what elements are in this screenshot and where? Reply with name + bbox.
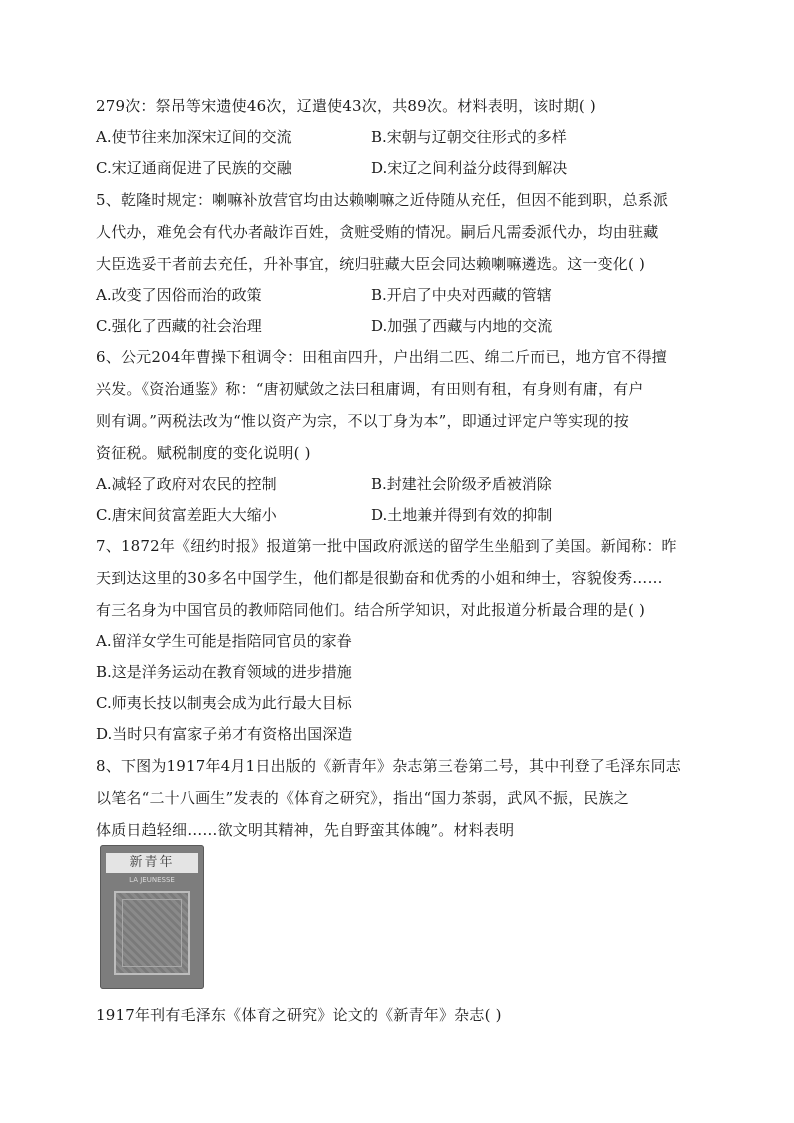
magazine-cover-inner-frame	[122, 899, 182, 967]
q5-stem-line-1: 5、乾隆时规定：喇嘛补放营官均由达赖喇嘛之近侍随从充任，但因不能到职，总系派	[96, 191, 669, 209]
q6-stem-line-3: 则有调。”两税法改为“惟以资产为宗，不以丁身为本”，即通过评定户等实现的按	[96, 412, 629, 430]
q4-stem-tail: 279次：祭吊等宋遗使46次，辽遣使43次，共89次。材料表明，该时期( )	[96, 97, 596, 115]
q6-option-d[interactable]: D.土地兼并得到有效的抑制	[371, 506, 553, 524]
q4-option-b[interactable]: B.宋朝与辽朝交往形式的多样	[371, 128, 567, 146]
q7-option-a[interactable]: A.留洋女学生可能是指陪同官员的家眷	[96, 632, 352, 650]
q8-stem-line-2: 以笔名“二十八画生”发表的《体育之研究》，指出“国力茶弱，武风不振，民族之	[96, 789, 629, 807]
q5-stem-line-2: 人代办，难免会有代办者敲诈百姓，贪赃受贿的情况。嗣后凡需委派代办，均由驻藏	[96, 223, 659, 241]
q7-stem-line-3: 有三名身为中国官员的教师陪同他们。结合所学知识，对此报道分析最合理的是( )	[96, 601, 646, 619]
q7-stem-line-2: 天到达这里的30多名中国学生，他们都是很勤奋和优秀的小姐和绅士，容貌俊秀……	[96, 569, 663, 587]
new-youth-magazine-image	[100, 845, 204, 989]
q7-option-d[interactable]: D.当时只有富家子弟才有资格出国深造	[96, 725, 353, 743]
q6-option-b[interactable]: B.封建社会阶级矛盾被消除	[371, 475, 552, 493]
magazine-cover-title: 新青年	[106, 853, 198, 873]
q5-option-c[interactable]: C.强化了西藏的社会治理	[96, 317, 262, 335]
q5-option-d[interactable]: D.加强了西藏与内地的交流	[371, 317, 553, 335]
q5-option-a[interactable]: A.改变了因俗而治的政策	[96, 286, 262, 304]
q6-stem-line-2: 兴发。《资治通鉴》称：“唐初赋敛之法曰租庸调，有田则有租，有身则有庸，有户	[96, 380, 644, 398]
q4-option-d[interactable]: D.宋辽之间利益分歧得到解决	[371, 159, 568, 177]
q6-stem-line-4: 资征税。赋税制度的变化说明( )	[96, 444, 311, 462]
q8-stem-line-1: 8、下图为1917年4月1日出版的《新青年》杂志第三卷第二号，其中刊登了毛泽东同志	[96, 757, 682, 775]
q5-stem-line-3: 大臣选妥干者前去充任，升补事宜，统归驻藏大臣会同达赖喇嘛遴选。这一变化( )	[96, 255, 646, 273]
q5-option-b[interactable]: B.开启了中央对西藏的管辖	[371, 286, 552, 304]
q7-option-b[interactable]: B.这是洋务运动在教育领域的进步措施	[96, 663, 352, 681]
q6-option-c[interactable]: C.唐宋间贫富差距大大缩小	[96, 506, 277, 524]
q4-option-a[interactable]: A.使节往来加深宋辽间的交流	[96, 128, 292, 146]
q7-option-c[interactable]: C.师夷长技以制夷会成为此行最大目标	[96, 694, 352, 712]
q6-stem-line-1: 6、公元204年曹操下租调令：田租亩四升，户出绢二匹、绵二斤而已，地方官不得擅	[96, 348, 667, 366]
q8-image-caption: 1917年刊有毛泽东《体育之研究》论文的《新青年》杂志( )	[96, 1006, 502, 1024]
q4-option-c[interactable]: C.宋辽通商促进了民族的交融	[96, 159, 292, 177]
magazine-cover-frame	[114, 891, 190, 975]
q6-option-a[interactable]: A.减轻了政府对农民的控制	[96, 475, 277, 493]
magazine-cover-subtitle: LA JEUNESSE	[129, 876, 175, 884]
q7-stem-line-1: 7、1872年《纽约时报》报道第一批中国政府派送的留学生坐船到了美国。新闻称：昨	[96, 537, 677, 555]
q8-stem-line-3: 体质日趋轻细……欲文明其精神，先自野蛮其体魄”。材料表明	[96, 821, 515, 839]
